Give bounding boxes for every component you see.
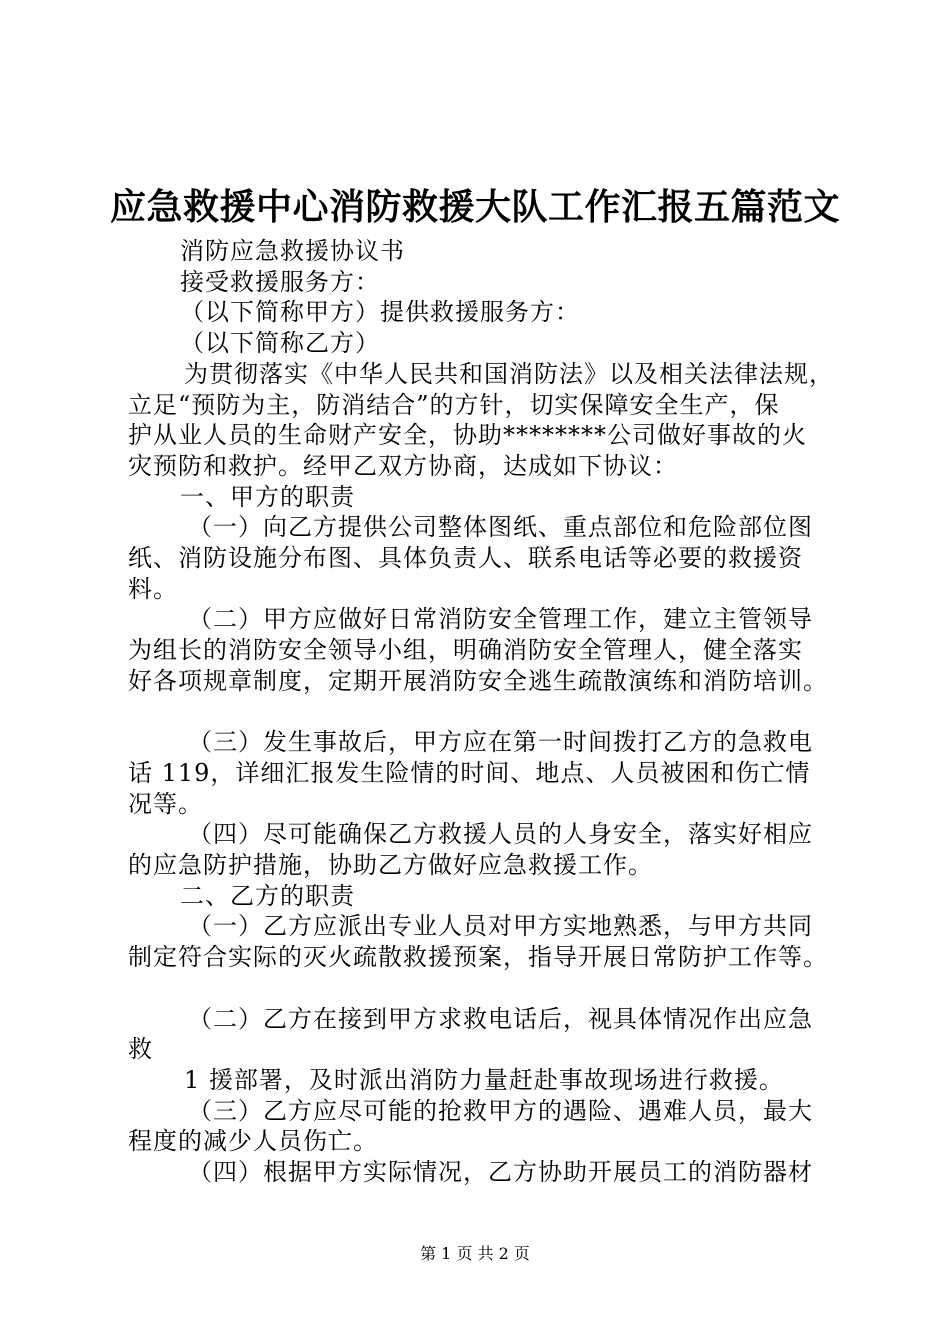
body-line: 为组长的消防安全领导小组，明确消防安全管理人，健全落实 [128,636,803,665]
body-line: 接受救援服务方： [180,267,380,296]
body-line: （一）向乙方提供公司整体图纸、重点部位和危险部位图 [188,513,813,542]
body-line: （二）甲方应做好日常消防安全管理工作，建立主管领导 [188,605,813,634]
body-line: 制定符合实际的灭火疏散救援预案，指导开展日常防护工作等。 [128,943,828,972]
body-line: （一）乙方应派出专业人员对甲方实地熟悉，与甲方共同 [188,912,813,941]
body-line: （四）尽可能确保乙方救援人员的人身安全，落实好相应 [188,820,813,849]
document-title: 应急救援中心消防救援大队工作汇报五篇范文 [109,186,840,228]
body-line: 消防应急救援协议书 [180,237,405,265]
blank-line [128,697,828,728]
section-heading: 二、乙方的职责 [180,881,355,910]
section-heading: 一、甲方的职责 [180,482,355,511]
body-line: 料。 [128,574,178,603]
body-line: （以下简称乙方） [180,329,380,358]
body-line: 立足“预防为主，防消结合”的方针，切实保障安全生产，保 [128,390,780,419]
body-line: （三）发生事故后，甲方应在第一时间拨打乙方的急救电 [188,728,813,757]
body-line: 1 援部署，及时派出消防力量赶赴事故现场进行救援。 [184,1065,784,1094]
page-footer: 第 1 页 共 2 页 [420,1244,530,1263]
body-line: 况等。 [128,789,203,818]
body-line: 纸、消防设施分布图、具体负责人、联系电话等必要的救援资 [128,544,803,573]
body-line: （三）乙方应尽可能的抢救甲方的遇险、遇难人员，最大 [188,1096,813,1125]
blank-line [128,973,828,1004]
body-line: 程度的减少人员伤亡。 [128,1127,378,1156]
document-body [128,236,834,1188]
body-line: 护从业人员的生命财产安全，协助********公司做好事故的火 [128,421,807,450]
body-line: 救 [128,1035,153,1064]
body-line: 话 119，详细汇报发生险情的时间、地点、人员被困和伤亡情 [128,758,811,787]
body-line: 好各项规章制度，定期开展消防安全逃生疏散演练和消防培训。 [128,666,828,695]
body-line: 的应急防护措施，协助乙方做好应急救援工作。 [128,851,653,880]
body-line: （二）乙方在接到甲方求救电话后，视具体情况作出应急 [188,1004,813,1033]
body-line: （四）根据甲方实际情况，乙方协助开展员工的消防器材 [188,1158,813,1187]
body-line: （以下简称甲方）提供救援服务方： [180,298,580,327]
body-line: 灾预防和救护。经甲乙双方协商，达成如下协议： [128,451,678,480]
body-line: 为贯彻落实《中华人民共和国消防法》以及相关法律法规， [184,359,834,388]
